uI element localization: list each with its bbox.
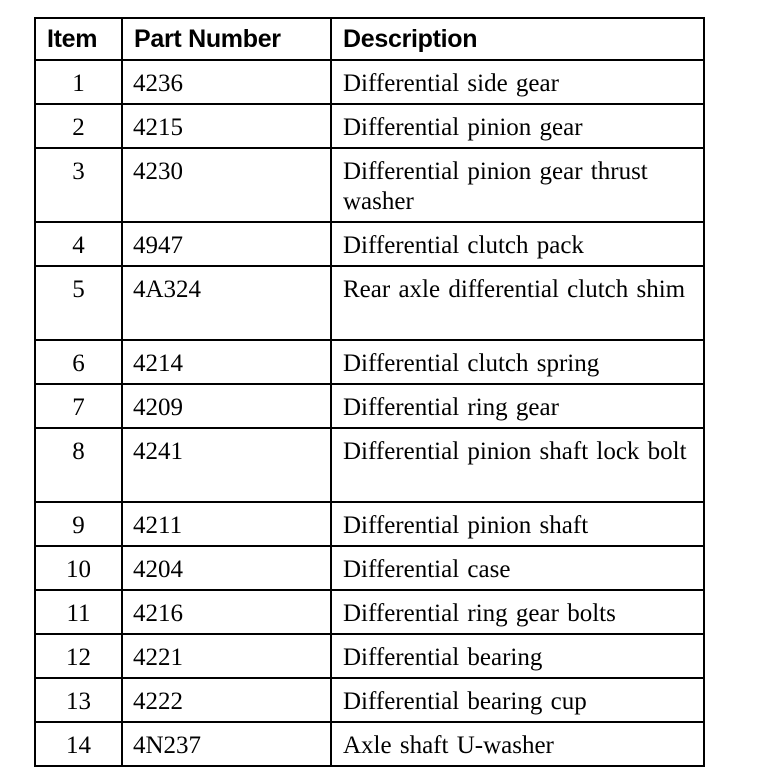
description-cell: Differential pinion shaft [331, 502, 704, 546]
part-number-cell: 4211 [122, 502, 331, 546]
table-row [35, 428, 704, 502]
item-cell: 8 [35, 428, 122, 502]
part-number-cell: 4216 [122, 590, 331, 634]
item-cell: 11 [35, 590, 122, 634]
part-number-cell: 4236 [122, 60, 331, 104]
table-row [35, 148, 704, 222]
description-cell: Differential clutch spring [331, 340, 704, 384]
table-row [35, 104, 704, 148]
description-cell: Differential ring gear [331, 384, 704, 428]
item-cell: 1 [35, 60, 122, 104]
part-number-cell: 4A324 [122, 266, 331, 340]
part-number-cell: 4215 [122, 104, 331, 148]
description-cell: Axle shaft U-washer [331, 722, 704, 766]
table-row [35, 222, 704, 266]
part-number-cell: 4209 [122, 384, 331, 428]
item-cell: 14 [35, 722, 122, 766]
table-row [35, 266, 704, 340]
header-item: Item [35, 18, 122, 60]
table-row [35, 60, 704, 104]
description-cell: Rear axle differential clutch shim [331, 266, 704, 340]
part-number-cell: 4230 [122, 148, 331, 222]
table-row [35, 384, 704, 428]
description-cell: Differential bearing cup [331, 678, 704, 722]
part-number-cell: 4N237 [122, 722, 331, 766]
part-number-cell: 4221 [122, 634, 331, 678]
part-number-cell: 4204 [122, 546, 331, 590]
part-number-cell: 4947 [122, 222, 331, 266]
item-cell: 13 [35, 678, 122, 722]
item-cell: 9 [35, 502, 122, 546]
item-cell: 3 [35, 148, 122, 222]
table-row [35, 722, 704, 766]
table-row [35, 340, 704, 384]
item-cell: 12 [35, 634, 122, 678]
item-cell: 10 [35, 546, 122, 590]
item-cell: 7 [35, 384, 122, 428]
description-cell: Differential pinion gear [331, 104, 704, 148]
part-number-cell: 4241 [122, 428, 331, 502]
part-number-cell: 4222 [122, 678, 331, 722]
header-description: Description [331, 18, 704, 60]
header-part-number: Part Number [122, 18, 331, 60]
header-row [35, 18, 704, 60]
parts-table [34, 17, 705, 767]
description-cell: Differential ring gear bolts [331, 590, 704, 634]
description-cell: Differential case [331, 546, 704, 590]
table-row [35, 678, 704, 722]
table-row [35, 634, 704, 678]
table-row [35, 546, 704, 590]
table-row [35, 502, 704, 546]
description-cell: Differential side gear [331, 60, 704, 104]
table-row [35, 590, 704, 634]
description-cell: Differential pinion gear thrust washer [331, 148, 704, 222]
item-cell: 5 [35, 266, 122, 340]
item-cell: 4 [35, 222, 122, 266]
description-cell: Differential clutch pack [331, 222, 704, 266]
description-cell: Differential pinion shaft lock bolt [331, 428, 704, 502]
item-cell: 6 [35, 340, 122, 384]
description-cell: Differential bearing [331, 634, 704, 678]
item-cell: 2 [35, 104, 122, 148]
part-number-cell: 4214 [122, 340, 331, 384]
